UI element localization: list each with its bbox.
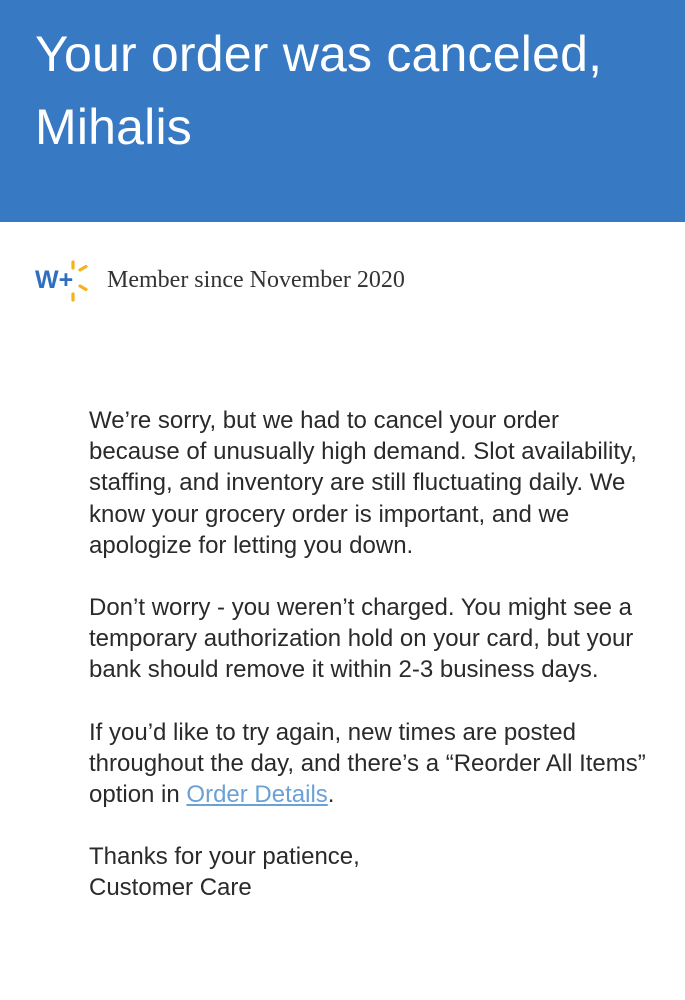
member-info: [35, 258, 405, 302]
page-title: [35, 18, 665, 164]
title-line-1: Your order was canceled,: [35, 26, 603, 82]
signoff-signature: Customer Care: [89, 874, 252, 902]
signoff: [89, 841, 649, 903]
signoff-thanks: Thanks for your patience,: [89, 843, 360, 871]
header-banner: [0, 0, 685, 222]
title-line-2: Mihalis: [35, 99, 192, 155]
message-paragraph-reorder: [89, 717, 649, 811]
walmart-spark-icon: [35, 258, 93, 302]
message-body: [89, 405, 649, 935]
message-paragraph-apology: We’re sorry, but we had to cancel your order because of unusually high demand. Slot availability, staffing, and inventory are still fluctuating daily. We know your grocery order is important, and we apologize for letting you down.: [89, 407, 637, 559]
reorder-text: If you’d like to try again, new times are posted throughout the day, and there’s a “Reorder All Items” option in: [89, 718, 646, 809]
logo-text: W+: [35, 266, 74, 294]
reorder-period: .: [327, 781, 335, 809]
message-paragraph-charge: Don’t worry - you weren’t charged. You might see a temporary authorization hold on your card, but your bank should remove it within 2-3 business days.: [89, 594, 634, 684]
member-since-text: Member since November 2020: [107, 266, 405, 293]
order-details-link[interactable]: Order Details: [186, 781, 328, 809]
walmart-plus-logo: [35, 258, 93, 302]
